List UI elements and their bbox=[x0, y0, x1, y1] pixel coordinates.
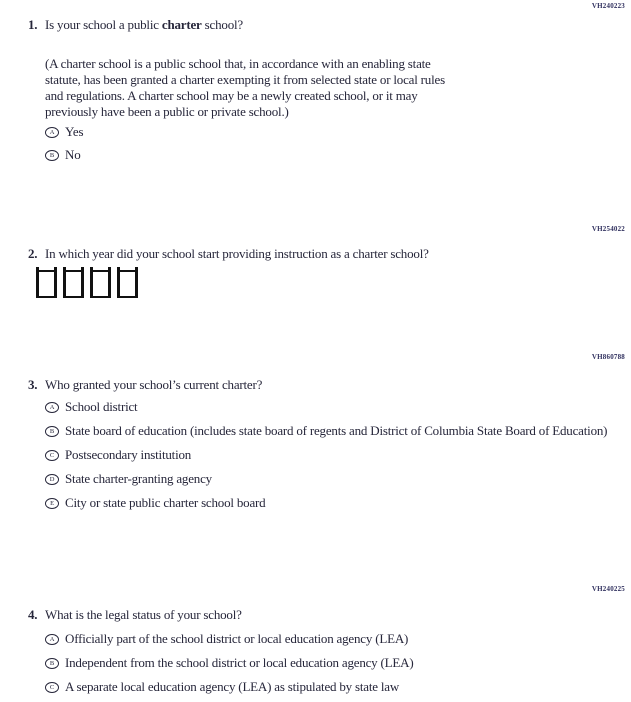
option-label: State charter-granting agency bbox=[65, 471, 212, 486]
question-4-text: What is the legal status of your school? bbox=[45, 607, 242, 622]
question-4-section bbox=[0, 582, 631, 702]
option-bubble-a-icon[interactable]: A bbox=[45, 634, 59, 645]
question-2-number: 2. bbox=[28, 246, 38, 261]
option-bubble-c-icon[interactable]: C bbox=[45, 450, 59, 461]
option-label: Independent from the school district or local education agency (LEA) bbox=[65, 655, 414, 670]
note-line: statute, has been granted a charter exempting it from selected state or local rules bbox=[45, 72, 445, 87]
option-bubble-b-icon[interactable]: B bbox=[45, 658, 59, 669]
note-line: previously have been a public or private school.) bbox=[45, 104, 289, 119]
question-3-options bbox=[45, 399, 615, 519]
option-label: Yes bbox=[65, 124, 84, 139]
question-3 bbox=[28, 377, 623, 393]
option-bubble-a-icon[interactable]: A bbox=[45, 402, 59, 413]
option-row[interactable] bbox=[45, 495, 615, 511]
note-line: (A charter school is a public school that, in accordance with an enabling state bbox=[45, 56, 431, 71]
year-digit-box-3[interactable] bbox=[90, 270, 111, 298]
option-bubble-d-icon[interactable]: D bbox=[45, 474, 59, 485]
option-label: No bbox=[65, 147, 81, 162]
year-digit-box-1[interactable] bbox=[36, 270, 57, 298]
question-1-bold-word: charter bbox=[161, 17, 202, 32]
question-2 bbox=[28, 246, 623, 262]
question-4-options bbox=[45, 631, 615, 702]
option-row[interactable] bbox=[45, 655, 615, 671]
option-row-yes[interactable] bbox=[45, 124, 615, 140]
question-1 bbox=[28, 17, 623, 33]
question-4-number: 4. bbox=[28, 607, 38, 622]
option-row[interactable] bbox=[45, 679, 615, 695]
form-code-q2: VH254022 bbox=[591, 225, 625, 233]
question-3-section bbox=[0, 350, 631, 582]
question-1-text: Is your school a public charter school? bbox=[45, 17, 243, 32]
option-bubble-c-icon[interactable]: C bbox=[45, 682, 59, 693]
option-label: Officially part of the school district or local education agency (LEA) bbox=[65, 631, 409, 646]
option-row[interactable] bbox=[45, 631, 615, 647]
option-row[interactable] bbox=[45, 471, 615, 487]
form-code-q4: VH240225 bbox=[591, 585, 625, 593]
question-3-text: Who granted your school’s current charter? bbox=[45, 377, 263, 392]
question-2-text: In which year did your school start providing instruction as a charter school? bbox=[45, 246, 429, 261]
option-label: School district bbox=[65, 399, 138, 414]
year-digit-box-2[interactable] bbox=[63, 270, 84, 298]
year-digit-box-4[interactable] bbox=[117, 270, 138, 298]
option-label: State board of education (includes state board of regents and District of Columbia State Board of Education) bbox=[65, 423, 608, 438]
option-row[interactable] bbox=[45, 447, 615, 463]
option-bubble-a-icon[interactable]: A bbox=[45, 127, 59, 138]
question-3-number: 3. bbox=[28, 377, 38, 392]
option-label: A separate local education agency (LEA) as stipulated by state law bbox=[65, 679, 400, 694]
option-row-no[interactable] bbox=[45, 147, 615, 163]
option-bubble-b-icon[interactable]: B bbox=[45, 150, 59, 161]
year-entry-boxes bbox=[36, 270, 138, 298]
option-bubble-b-icon[interactable]: B bbox=[45, 426, 59, 437]
option-label: Postsecondary institution bbox=[65, 447, 192, 462]
question-1-number: 1. bbox=[28, 17, 38, 32]
option-bubble-e-icon[interactable]: E bbox=[45, 498, 59, 509]
option-row[interactable] bbox=[45, 399, 615, 415]
form-code-q3: VH860788 bbox=[591, 353, 625, 361]
note-line: and regulations. A charter school may be a newly created school, or it may bbox=[45, 88, 418, 103]
option-label: City or state public charter school board bbox=[65, 495, 266, 510]
form-code-q1: VH240223 bbox=[591, 2, 625, 10]
question-1-options bbox=[45, 124, 615, 170]
option-row[interactable] bbox=[45, 423, 615, 439]
question-1-section bbox=[0, 0, 631, 222]
question-2-section bbox=[0, 222, 631, 350]
question-4 bbox=[28, 607, 623, 623]
question-1-note bbox=[45, 56, 445, 120]
